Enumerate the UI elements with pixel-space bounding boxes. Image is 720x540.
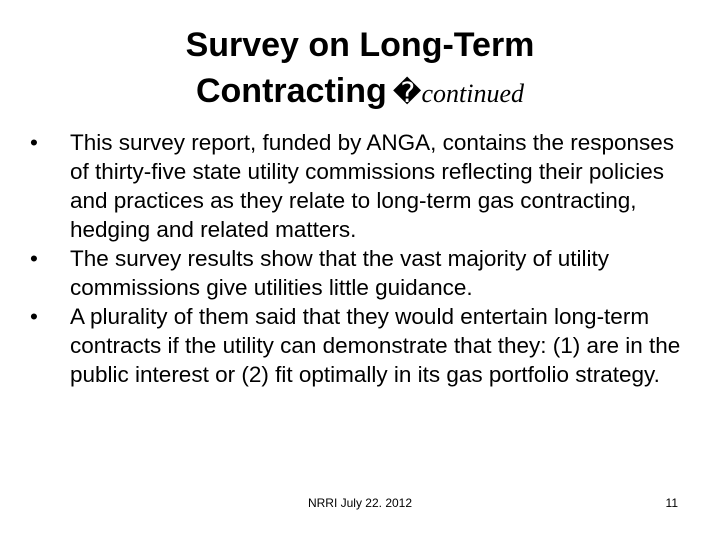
bullet-text: The survey results show that the vast majority of utility commissions give utilities little guidance. — [70, 246, 609, 300]
bullet-list — [30, 128, 690, 389]
bullet-marker: • — [30, 246, 38, 271]
title-line-2 — [60, 68, 660, 117]
title-line-2-text: Contracting — [195, 72, 387, 110]
replacement-glyph-icon: � — [392, 76, 422, 109]
page-number: 11 — [665, 496, 678, 510]
footer-date: NRRI July 22. 2012 — [307, 496, 413, 510]
bullet-item — [30, 244, 690, 302]
slide-title — [60, 22, 660, 117]
bullet-item — [30, 128, 690, 244]
bullet-text: A plurality of them said that they would entertain long-term contracts if the utility can demonstrate that they: (1) are in the public interest or (2) fit optimally in its gas portfolio strategy. — [70, 304, 681, 387]
title-suffix: continued — [421, 79, 525, 108]
bullet-item — [30, 302, 690, 389]
title-line-1: Survey on Long-Term — [185, 26, 535, 64]
bullet-marker: • — [30, 130, 38, 155]
bullet-text: This survey report, funded by ANGA, contains the responses of thirty-five state utility commissions reflecting their policies and practices as they relate to long-term gas contracting, hedging and related matters. — [70, 130, 675, 242]
bullet-marker: • — [30, 304, 38, 329]
